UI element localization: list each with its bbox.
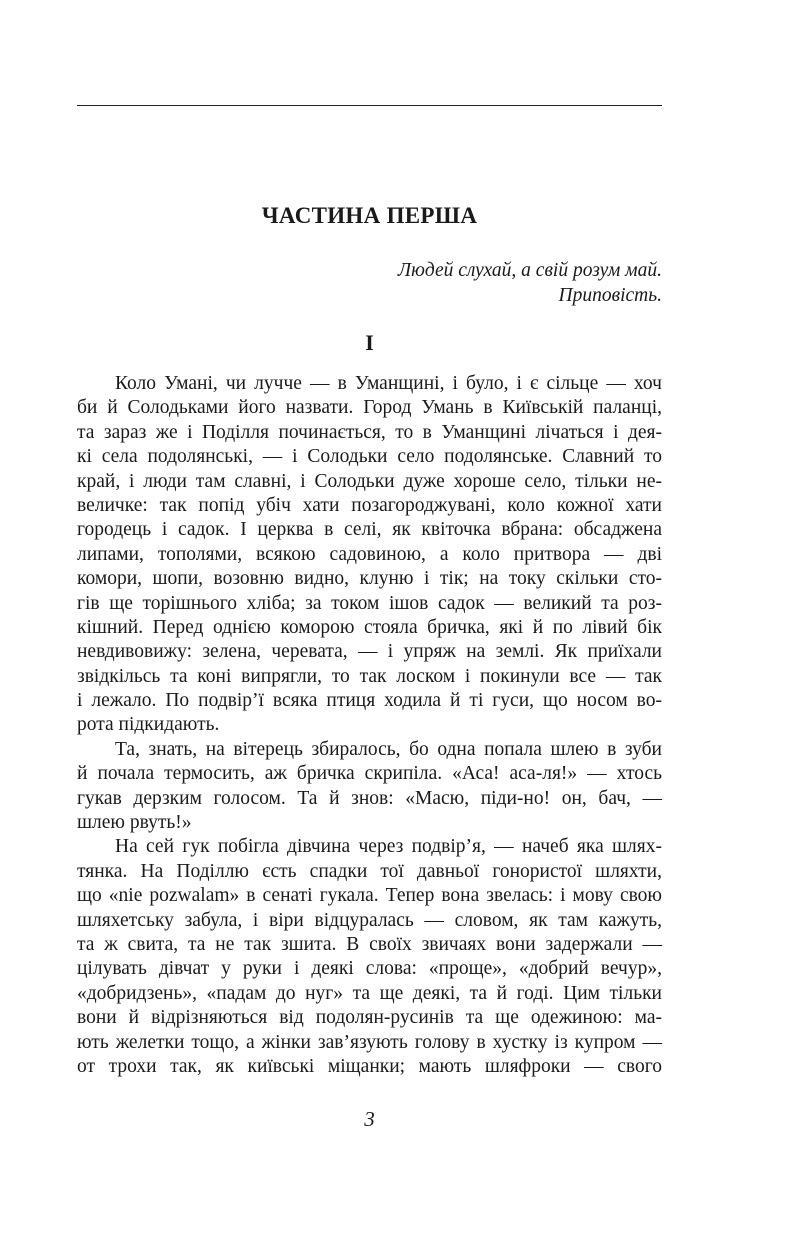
chapter-number: I	[365, 330, 374, 355]
page-number: 3	[364, 1107, 375, 1131]
text-line: й почала термосить, аж бричка скрипіла. «Аса! аса-ля!» — хтось	[77, 763, 662, 785]
text-line: тянка. На Поділлю єсть спадки тої давньої гонористої шляхти,	[77, 860, 662, 882]
part-title: ЧАСТИНА ПЕРША	[261, 203, 478, 228]
text-line: кі села подолянські, — і Солодьки село подолянське. Славний то	[77, 446, 662, 468]
text-line: ють желетки тощо, а жінки зав’язують голову в хустку із купром —	[77, 1031, 662, 1053]
text-line: гукав дерзким голосом. Та й знов: «Масю, піди-но! он, бач, —	[77, 787, 662, 809]
text-line: і лежало. По подвір’ї всяка птиця ходила й ті гуси, що носом во-	[77, 690, 662, 712]
text-line: та зараз же і Поділля починається, то в Уманщині лічаться і дея-	[77, 421, 662, 443]
text-line: «добридзень», «падам до нуг» та ще деякі, та й годі. Цим тільки	[77, 982, 662, 1004]
text-line: Та, знать, на вітерець збиралось, бо одна попала шлею в зуби	[115, 738, 662, 760]
text-line: вони й відрізняються від подолян-русинів та ще одежиною: ма-	[77, 1007, 662, 1029]
text-line: городець і садок. І церква в селі, як квіточка вбрана: обсаджена	[77, 519, 662, 541]
text-line: край, і люди там славні, і Солодьки дуже хороше село, тільки не-	[77, 470, 662, 492]
header-rule	[77, 105, 662, 106]
text-line: цілувать дівчат у руки і деякі слова: «проще», «добрий вечур»,	[77, 958, 662, 980]
text-line: Коло Умані, чи лучче — в Уманщині, і було, і є сільце — хоч	[115, 373, 662, 394]
text-line: комори, шопи, возовню видно, клуню і тік; на току скільки сто-	[77, 568, 662, 590]
text-line: що «nie pozwalam» в сенаті гукала. Тепер вона звелась: і мову свою	[77, 885, 662, 907]
text-line: от трохи так, як київські міщанки; мають шляфроки — свого	[77, 1055, 662, 1077]
text-line: величке: так попід убіч хати позагороджувані, коло кожної хати	[77, 494, 662, 516]
text-line: звідкільсь та коні випрягли, то так лоском і покинули все — так	[77, 665, 662, 687]
epigraph	[77, 258, 662, 308]
text-line: невдивовижу: зелена, черевата, — і упряж на землі. Як приїхали	[77, 641, 662, 663]
text-line: би й Солодьками його назвати. Город Умань в Київській паланці,	[77, 397, 662, 419]
body-text	[77, 372, 662, 1079]
text-line: рота підкидають.	[77, 714, 220, 736]
text-line: гів ще торішнього хліба; за током ішов садок — великий та роз-	[77, 592, 662, 614]
text-line: липами, тополями, всякою садовиною, а коло притвора — дві	[77, 543, 662, 565]
text-line: шляхетську забула, і віри відцуралась — словом, як там кажуть,	[77, 909, 662, 931]
text-line: На сей гук побігла дівчина через подвір’я, — начеб яка шлях-	[115, 836, 662, 858]
epigraph-source: Приповість.	[558, 285, 662, 306]
text-line: кішний. Перед однією коморою стояла бричка, які й по лівий бік	[77, 616, 662, 638]
text-line: шлею рвуть!»	[77, 812, 192, 834]
epigraph-quote: Людей слухай, а свій розум май.	[397, 260, 662, 281]
text-line: та ж свита, та не так зшита. В своїх звичаях вони задержали —	[77, 933, 662, 955]
